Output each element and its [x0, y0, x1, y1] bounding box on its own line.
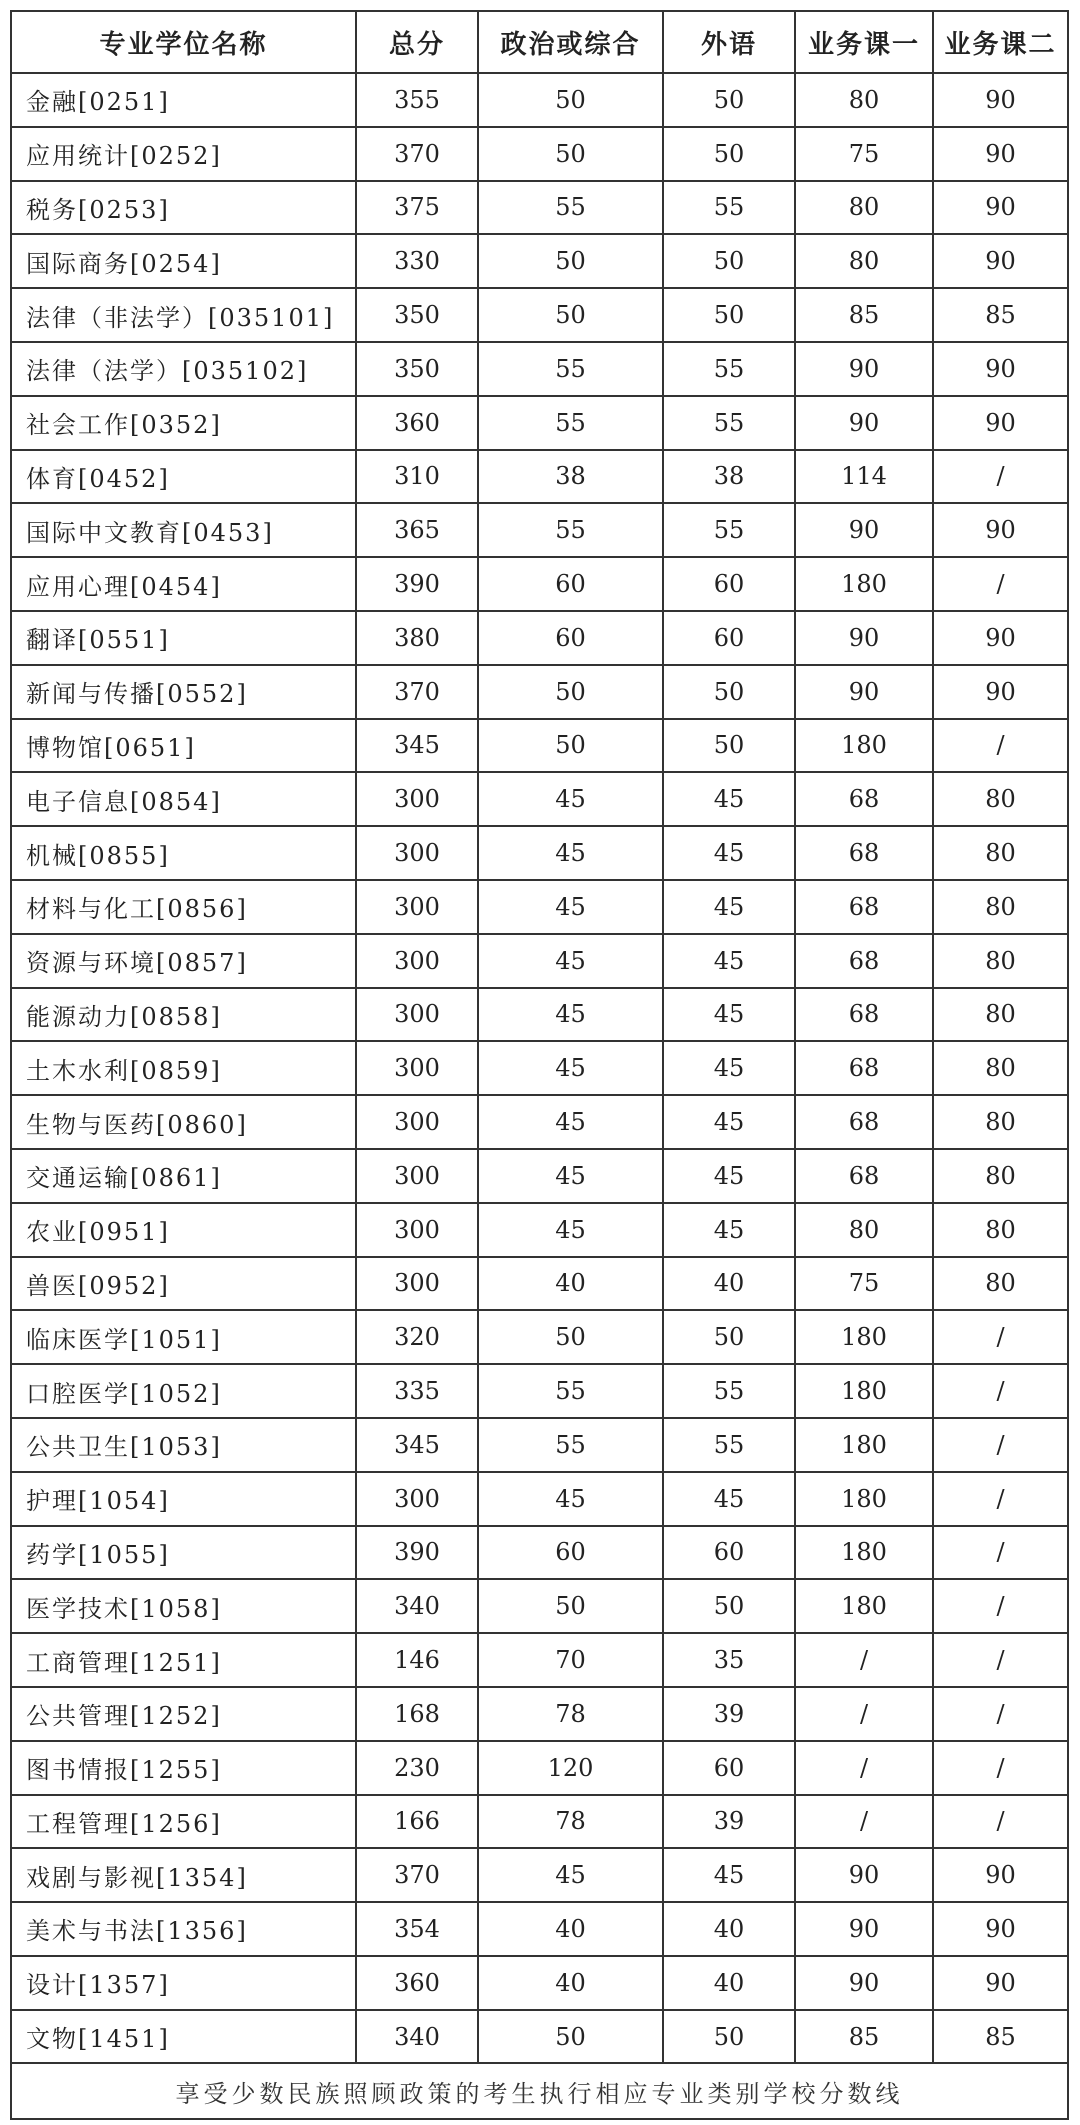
cell-subject-1: 80 [795, 73, 933, 127]
cell-subject-2: 85 [933, 2010, 1068, 2064]
cell-total: 330 [356, 234, 478, 288]
cell-total: 365 [356, 503, 478, 557]
cell-subject-2: 90 [933, 181, 1068, 235]
cell-subject-2: 90 [933, 127, 1068, 181]
cell-foreign-language: 60 [663, 611, 795, 665]
cell-subject-2: 90 [933, 1902, 1068, 1956]
cell-degree-name: 美术与书法[1356] [11, 1902, 356, 1956]
cell-subject-2: / [933, 1364, 1068, 1418]
header-subject-1: 业务课一 [795, 11, 933, 73]
cell-total: 300 [356, 1149, 478, 1203]
cell-politics: 70 [478, 1633, 663, 1687]
table-body [11, 73, 1068, 2063]
cell-subject-2: 90 [933, 73, 1068, 127]
cell-total: 370 [356, 127, 478, 181]
cell-subject-2: / [933, 1418, 1068, 1472]
cell-politics: 78 [478, 1795, 663, 1849]
cell-subject-1: 180 [795, 1418, 933, 1472]
table-row [11, 1741, 1068, 1795]
cell-total: 375 [356, 181, 478, 235]
cell-foreign-language: 60 [663, 557, 795, 611]
cell-degree-name: 法律（非法学）[035101] [11, 288, 356, 342]
cell-subject-2: 80 [933, 826, 1068, 880]
cell-foreign-language: 45 [663, 934, 795, 988]
cell-subject-1: / [795, 1795, 933, 1849]
cell-foreign-language: 39 [663, 1687, 795, 1741]
table-header-row [11, 11, 1068, 73]
cell-subject-1: 180 [795, 1526, 933, 1580]
cell-foreign-language: 60 [663, 1526, 795, 1580]
cell-foreign-language: 40 [663, 1956, 795, 2010]
cell-politics: 45 [478, 988, 663, 1042]
cell-politics: 45 [478, 880, 663, 934]
cell-total: 300 [356, 1257, 478, 1311]
cell-degree-name: 新闻与传播[0552] [11, 665, 356, 719]
cell-foreign-language: 45 [663, 1848, 795, 1902]
cell-subject-2: 80 [933, 988, 1068, 1042]
table-row [11, 288, 1068, 342]
cell-degree-name: 设计[1357] [11, 1956, 356, 2010]
cell-subject-1: 90 [795, 396, 933, 450]
cell-subject-1: 68 [795, 826, 933, 880]
cell-subject-2: 85 [933, 288, 1068, 342]
cell-politics: 45 [478, 1203, 663, 1257]
header-subject-2: 业务课二 [933, 11, 1068, 73]
cell-degree-name: 社会工作[0352] [11, 396, 356, 450]
cell-politics: 45 [478, 772, 663, 826]
cell-subject-1: 68 [795, 1149, 933, 1203]
cell-degree-name: 工程管理[1256] [11, 1795, 356, 1849]
table-row [11, 772, 1068, 826]
cell-politics: 55 [478, 342, 663, 396]
header-politics: 政治或综合 [478, 11, 663, 73]
cell-foreign-language: 50 [663, 73, 795, 127]
cell-total: 300 [356, 934, 478, 988]
table-row [11, 1095, 1068, 1149]
table-row [11, 988, 1068, 1042]
cell-subject-1: 68 [795, 988, 933, 1042]
cell-subject-2: / [933, 719, 1068, 773]
cell-subject-1: 180 [795, 1310, 933, 1364]
cell-degree-name: 法律（法学）[035102] [11, 342, 356, 396]
cell-politics: 50 [478, 234, 663, 288]
cell-foreign-language: 50 [663, 719, 795, 773]
cell-subject-2: 80 [933, 772, 1068, 826]
cell-foreign-language: 45 [663, 880, 795, 934]
cell-total: 345 [356, 719, 478, 773]
cell-politics: 50 [478, 1310, 663, 1364]
cell-foreign-language: 45 [663, 1472, 795, 1526]
cell-subject-2: 90 [933, 396, 1068, 450]
cell-degree-name: 资源与环境[0857] [11, 934, 356, 988]
cell-total: 300 [356, 1095, 478, 1149]
header-total: 总分 [356, 11, 478, 73]
cell-subject-2: 90 [933, 1848, 1068, 1902]
cell-degree-name: 应用心理[0454] [11, 557, 356, 611]
cell-politics: 60 [478, 557, 663, 611]
table-row [11, 1956, 1068, 2010]
cell-degree-name: 临床医学[1051] [11, 1310, 356, 1364]
cell-politics: 120 [478, 1741, 663, 1795]
cell-politics: 55 [478, 1364, 663, 1418]
cell-subject-2: 80 [933, 934, 1068, 988]
cell-subject-1: 90 [795, 503, 933, 557]
cell-subject-2: 90 [933, 234, 1068, 288]
cell-subject-1: 68 [795, 1041, 933, 1095]
cell-total: 230 [356, 1741, 478, 1795]
cell-total: 310 [356, 450, 478, 504]
table-row [11, 450, 1068, 504]
cell-subject-1: 85 [795, 2010, 933, 2064]
cell-total: 300 [356, 1472, 478, 1526]
cell-total: 300 [356, 1203, 478, 1257]
cell-foreign-language: 35 [663, 1633, 795, 1687]
table-row [11, 719, 1068, 773]
cell-degree-name: 医学技术[1058] [11, 1579, 356, 1633]
table-row [11, 1418, 1068, 1472]
cell-subject-2: 90 [933, 503, 1068, 557]
cell-politics: 55 [478, 181, 663, 235]
cell-subject-1: / [795, 1633, 933, 1687]
cell-total: 146 [356, 1633, 478, 1687]
cell-subject-2: / [933, 1687, 1068, 1741]
cell-politics: 45 [478, 1095, 663, 1149]
cell-subject-1: 75 [795, 127, 933, 181]
cell-subject-2: / [933, 1579, 1068, 1633]
cell-degree-name: 应用统计[0252] [11, 127, 356, 181]
cell-politics: 45 [478, 1149, 663, 1203]
table-row [11, 342, 1068, 396]
cell-subject-2: 80 [933, 1149, 1068, 1203]
cell-subject-1: 180 [795, 1579, 933, 1633]
cell-total: 370 [356, 665, 478, 719]
cell-subject-2: 90 [933, 1956, 1068, 2010]
cell-total: 370 [356, 1848, 478, 1902]
cell-subject-1: 180 [795, 1364, 933, 1418]
cell-total: 350 [356, 342, 478, 396]
cell-degree-name: 翻译[0551] [11, 611, 356, 665]
cell-degree-name: 兽医[0952] [11, 1257, 356, 1311]
cell-degree-name: 图书情报[1255] [11, 1741, 356, 1795]
header-foreign-language: 外语 [663, 11, 795, 73]
cell-degree-name: 农业[0951] [11, 1203, 356, 1257]
cell-foreign-language: 40 [663, 1902, 795, 1956]
cell-politics: 45 [478, 1848, 663, 1902]
cell-degree-name: 体育[0452] [11, 450, 356, 504]
cell-politics: 55 [478, 396, 663, 450]
cell-subject-1: 75 [795, 1257, 933, 1311]
cell-subject-1: 85 [795, 288, 933, 342]
footnote-row [11, 2063, 1068, 2119]
table-row [11, 1041, 1068, 1095]
table-row [11, 1364, 1068, 1418]
cell-total: 320 [356, 1310, 478, 1364]
cell-foreign-language: 55 [663, 396, 795, 450]
cell-foreign-language: 45 [663, 988, 795, 1042]
cell-foreign-language: 45 [663, 1095, 795, 1149]
cell-subject-1: 68 [795, 1095, 933, 1149]
cell-politics: 50 [478, 1579, 663, 1633]
cell-foreign-language: 55 [663, 1364, 795, 1418]
cell-degree-name: 土木水利[0859] [11, 1041, 356, 1095]
table-row [11, 127, 1068, 181]
cell-total: 390 [356, 557, 478, 611]
cell-foreign-language: 38 [663, 450, 795, 504]
cell-subject-1: 180 [795, 719, 933, 773]
header-degree-name: 专业学位名称 [11, 11, 356, 73]
cell-politics: 50 [478, 665, 663, 719]
cell-subject-2: 80 [933, 880, 1068, 934]
cell-foreign-language: 55 [663, 1418, 795, 1472]
cell-foreign-language: 45 [663, 1041, 795, 1095]
cell-subject-1: 90 [795, 665, 933, 719]
cell-foreign-language: 45 [663, 772, 795, 826]
cell-politics: 55 [478, 1418, 663, 1472]
cell-politics: 40 [478, 1902, 663, 1956]
cell-politics: 60 [478, 1526, 663, 1580]
cell-degree-name: 能源动力[0858] [11, 988, 356, 1042]
cell-subject-1: 68 [795, 934, 933, 988]
table-row [11, 73, 1068, 127]
cell-degree-name: 口腔医学[1052] [11, 1364, 356, 1418]
cell-degree-name: 税务[0253] [11, 181, 356, 235]
cell-total: 300 [356, 880, 478, 934]
table-row [11, 181, 1068, 235]
table-row [11, 1633, 1068, 1687]
cell-subject-2: / [933, 1795, 1068, 1849]
cell-subject-2: 90 [933, 342, 1068, 396]
cell-foreign-language: 39 [663, 1795, 795, 1849]
cell-degree-name: 文物[1451] [11, 2010, 356, 2064]
table-row [11, 611, 1068, 665]
table-row [11, 1149, 1068, 1203]
cell-subject-2: / [933, 1741, 1068, 1795]
cell-degree-name: 国际商务[0254] [11, 234, 356, 288]
footnote: 享受少数民族照顾政策的考生执行相应专业类别学校分数线 [11, 2063, 1068, 2119]
cell-subject-2: / [933, 1526, 1068, 1580]
cell-degree-name: 护理[1054] [11, 1472, 356, 1526]
cell-total: 300 [356, 988, 478, 1042]
cell-total: 360 [356, 1956, 478, 2010]
cell-degree-name: 材料与化工[0856] [11, 880, 356, 934]
table-row [11, 1257, 1068, 1311]
table-row [11, 1795, 1068, 1849]
cell-total: 300 [356, 826, 478, 880]
cell-subject-1: 90 [795, 1902, 933, 1956]
cell-subject-1: 90 [795, 611, 933, 665]
cell-degree-name: 国际中文教育[0453] [11, 503, 356, 557]
cell-politics: 45 [478, 934, 663, 988]
score-table-sheet [10, 10, 1067, 2120]
cell-total: 380 [356, 611, 478, 665]
cell-subject-1: 180 [795, 557, 933, 611]
cell-subject-2: / [933, 1472, 1068, 1526]
cell-politics: 50 [478, 288, 663, 342]
cell-total: 166 [356, 1795, 478, 1849]
cell-foreign-language: 50 [663, 234, 795, 288]
cell-politics: 78 [478, 1687, 663, 1741]
cell-subject-2: 80 [933, 1257, 1068, 1311]
table-row [11, 826, 1068, 880]
cell-subject-1: 80 [795, 1203, 933, 1257]
cell-subject-2: 90 [933, 611, 1068, 665]
cell-foreign-language: 55 [663, 503, 795, 557]
cell-subject-1: / [795, 1687, 933, 1741]
table-row [11, 1579, 1068, 1633]
cell-subject-2: 90 [933, 665, 1068, 719]
cell-politics: 45 [478, 1041, 663, 1095]
cell-degree-name: 工商管理[1251] [11, 1633, 356, 1687]
cell-total: 350 [356, 288, 478, 342]
table-row [11, 1902, 1068, 1956]
cell-foreign-language: 50 [663, 127, 795, 181]
cell-foreign-language: 60 [663, 1741, 795, 1795]
cell-foreign-language: 50 [663, 2010, 795, 2064]
cell-subject-2: / [933, 1633, 1068, 1687]
cell-subject-1: 80 [795, 181, 933, 235]
cell-foreign-language: 50 [663, 665, 795, 719]
score-table [10, 10, 1069, 2120]
table-row [11, 1687, 1068, 1741]
table-row [11, 880, 1068, 934]
cell-foreign-language: 45 [663, 1203, 795, 1257]
cell-subject-1: 90 [795, 1956, 933, 2010]
cell-subject-1: 68 [795, 772, 933, 826]
cell-total: 335 [356, 1364, 478, 1418]
cell-foreign-language: 55 [663, 181, 795, 235]
cell-total: 300 [356, 1041, 478, 1095]
cell-degree-name: 公共卫生[1053] [11, 1418, 356, 1472]
cell-politics: 50 [478, 2010, 663, 2064]
cell-degree-name: 生物与医药[0860] [11, 1095, 356, 1149]
cell-foreign-language: 45 [663, 1149, 795, 1203]
cell-subject-2: 80 [933, 1203, 1068, 1257]
cell-politics: 40 [478, 1257, 663, 1311]
cell-foreign-language: 50 [663, 288, 795, 342]
cell-total: 168 [356, 1687, 478, 1741]
cell-degree-name: 公共管理[1252] [11, 1687, 356, 1741]
cell-subject-2: / [933, 450, 1068, 504]
cell-subject-2: / [933, 1310, 1068, 1364]
table-row [11, 503, 1068, 557]
cell-politics: 50 [478, 73, 663, 127]
cell-politics: 50 [478, 127, 663, 181]
cell-politics: 40 [478, 1956, 663, 2010]
cell-foreign-language: 40 [663, 1257, 795, 1311]
table-row [11, 557, 1068, 611]
cell-total: 340 [356, 2010, 478, 2064]
cell-politics: 45 [478, 1472, 663, 1526]
cell-foreign-language: 55 [663, 342, 795, 396]
cell-politics: 55 [478, 503, 663, 557]
cell-politics: 50 [478, 719, 663, 773]
cell-foreign-language: 45 [663, 826, 795, 880]
cell-degree-name: 戏剧与影视[1354] [11, 1848, 356, 1902]
table-row [11, 1848, 1068, 1902]
table-row [11, 665, 1068, 719]
cell-total: 300 [356, 772, 478, 826]
cell-total: 355 [356, 73, 478, 127]
cell-total: 354 [356, 1902, 478, 1956]
cell-subject-1: 90 [795, 1848, 933, 1902]
cell-subject-1: 80 [795, 234, 933, 288]
cell-degree-name: 博物馆[0651] [11, 719, 356, 773]
cell-degree-name: 电子信息[0854] [11, 772, 356, 826]
cell-total: 360 [356, 396, 478, 450]
table-row [11, 1526, 1068, 1580]
cell-subject-1: 180 [795, 1472, 933, 1526]
cell-degree-name: 药学[1055] [11, 1526, 356, 1580]
cell-foreign-language: 50 [663, 1310, 795, 1364]
cell-foreign-language: 50 [663, 1579, 795, 1633]
cell-politics: 45 [478, 826, 663, 880]
table-row [11, 234, 1068, 288]
cell-politics: 38 [478, 450, 663, 504]
cell-subject-2: / [933, 557, 1068, 611]
cell-subject-1: / [795, 1741, 933, 1795]
table-row [11, 1310, 1068, 1364]
cell-subject-1: 68 [795, 880, 933, 934]
table-row [11, 934, 1068, 988]
cell-total: 390 [356, 1526, 478, 1580]
cell-politics: 60 [478, 611, 663, 665]
cell-degree-name: 机械[0855] [11, 826, 356, 880]
table-row [11, 396, 1068, 450]
cell-subject-1: 90 [795, 342, 933, 396]
cell-subject-1: 114 [795, 450, 933, 504]
cell-total: 340 [356, 1579, 478, 1633]
table-row [11, 1472, 1068, 1526]
cell-degree-name: 金融[0251] [11, 73, 356, 127]
table-row [11, 1203, 1068, 1257]
table-row [11, 2010, 1068, 2064]
cell-total: 345 [356, 1418, 478, 1472]
cell-subject-2: 80 [933, 1041, 1068, 1095]
cell-degree-name: 交通运输[0861] [11, 1149, 356, 1203]
cell-subject-2: 80 [933, 1095, 1068, 1149]
